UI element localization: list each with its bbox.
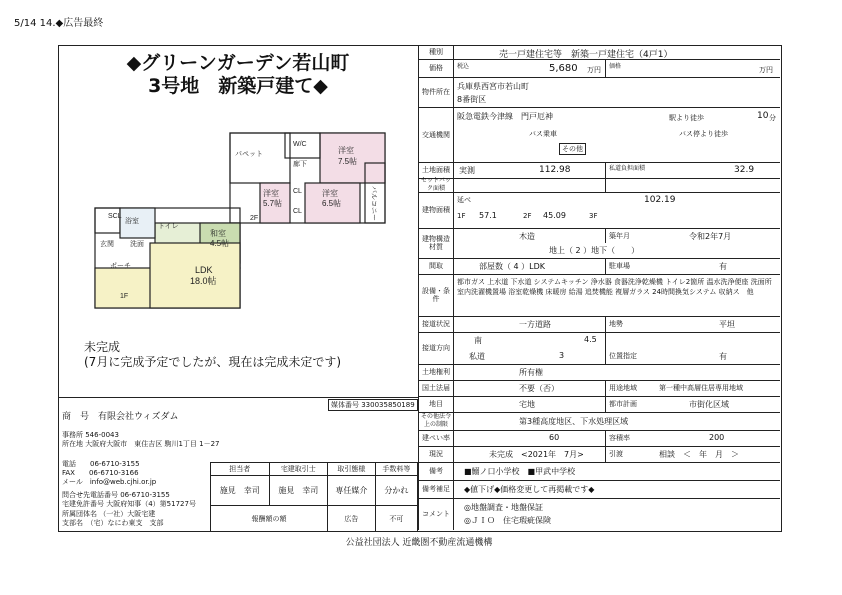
ad-label: 広告 (328, 506, 376, 532)
plan-label: 洋室 (322, 189, 338, 198)
agent-header: 手数料等 (375, 463, 417, 476)
row-label: 土地権利 (419, 364, 454, 380)
spec-row (419, 192, 780, 229)
company-association: 所属団体名 （一社）大阪宅建 (62, 510, 156, 518)
private-road-value: 32.9 (734, 165, 755, 175)
city-plan-label: 都市計画 (609, 400, 637, 408)
spec-row (419, 412, 780, 431)
column-divider (605, 228, 606, 243)
plan-label: ポーチ (110, 263, 131, 270)
row-label: 種別 (419, 45, 454, 59)
usage-value: 第一種中高層住居専用地域 (659, 384, 743, 392)
floor1-area: 57.1 (479, 211, 497, 220)
location2-value: 8番街区 (457, 95, 487, 104)
price2-label: 価格 (609, 63, 622, 70)
row-label: 土地面積 (419, 162, 454, 178)
row-label: 交通機関 (419, 107, 454, 162)
plan-label: 5.7帖 (263, 199, 283, 208)
company-name-label: 商 号 (62, 412, 90, 422)
other-limit-value: 第3種高度地区、下水処理区域 (519, 417, 629, 426)
bus-stop-label: バス停より徒歩 (679, 130, 728, 138)
plan-label: 18.0帖 (190, 276, 217, 286)
floor-label: 1F (457, 212, 466, 220)
spec-row (419, 380, 780, 397)
bldg-total-value: 102.19 (644, 195, 676, 205)
plan-label: 1F (120, 293, 129, 300)
agent-value: 施見 幸司 (211, 476, 270, 506)
spec-row (419, 332, 780, 365)
company-name: 有限会社ウィズダム (98, 412, 179, 422)
row-label: 建ぺい率 (419, 430, 454, 446)
plan-label: 洗面 (130, 241, 144, 248)
road-private: 私道 (469, 352, 485, 361)
layout-value: 部屋数（ 4 ）LDK (479, 262, 546, 271)
plan-label: 7.5帖 (338, 157, 358, 166)
company-address: 所在地 大阪府大阪市 東住吉区 駒川1丁目 1－27 (62, 440, 220, 448)
bus-label: バス乗車 (529, 130, 557, 138)
agent-header: 取引態様 (328, 463, 376, 476)
row-label: 現況 (419, 446, 454, 462)
spec-row (419, 462, 780, 481)
row-label: 価格 (419, 59, 454, 77)
company-postal: 事務所 546-0043 (62, 431, 119, 439)
spec-row (419, 498, 780, 530)
agent-header: 担当者 (211, 463, 270, 476)
plan-label: 和室 (210, 229, 226, 238)
plan-label: 2F (250, 215, 259, 222)
row-label: コメント (419, 498, 454, 530)
column-divider (605, 446, 606, 462)
company-branch: 支部名 （宅）なにわ東支 支部 (62, 519, 164, 527)
usage-label: 用途地域 (609, 384, 637, 392)
property-title (58, 52, 418, 98)
row-label: 接道方向 (419, 332, 454, 364)
column-divider (605, 316, 606, 332)
city-plan-value: 市街化区域 (689, 400, 729, 409)
spec-row (419, 258, 780, 275)
stories-value: 地上（ 2 ）地下（ ） (549, 246, 640, 255)
land-area: 112.98 (539, 165, 571, 175)
spec-row (419, 430, 780, 447)
plan-label: バルコニー (370, 186, 377, 221)
comment-line-2: ◎ＪＩＯ 住宅瑕疵保険 (464, 516, 551, 525)
parking-label: 駐車場 (609, 262, 630, 270)
column-divider (605, 430, 606, 446)
agent-table (210, 462, 418, 532)
terrain-label: 地勢 (609, 320, 623, 328)
row-label: 設備・条件 (419, 274, 454, 316)
plan-label: 6.5帖 (322, 199, 342, 208)
title-line-2: 3号地 新築戸建て◆ (148, 75, 328, 97)
row-label: 建物面積 (419, 192, 454, 228)
handover-value: 相談 ＜ 年 月 ＞ (659, 450, 739, 459)
traffic-value: 阪急電鉄今津線 門戸厄神 (457, 112, 553, 121)
parking-value: 有 (719, 262, 727, 271)
agent-value: 専任媒介 (328, 476, 376, 506)
company-tel: 電話 06-6710-3155 (62, 460, 140, 468)
terrain-value: 平坦 (719, 320, 735, 329)
agent-header: 宅建取引士 (269, 463, 328, 476)
company-fax: FAX 06-6710-3166 (62, 469, 139, 477)
column-divider (605, 396, 606, 412)
spec-row (419, 178, 780, 193)
plan-label: 洋室 (338, 146, 354, 155)
plan-label: CL (293, 208, 302, 215)
plan-label: CL (293, 188, 302, 195)
spec-row (419, 228, 780, 259)
land-kind: 実測 (459, 166, 475, 175)
plan-label: トイレ (158, 223, 179, 230)
floor-label: 2F (523, 212, 532, 220)
notice-line-1: 未完成 (84, 340, 121, 354)
row-label: 間取 (419, 258, 454, 274)
plan-label: SCL (108, 213, 122, 220)
road-status: 一方道路 (519, 320, 551, 329)
land-right-value: 所有権 (519, 368, 543, 377)
spec-row (419, 59, 780, 78)
price-unit: 万円 (587, 66, 601, 74)
row-label: 備考 (419, 462, 454, 480)
built-value: 令和2年7月 (689, 232, 732, 241)
built-label: 築年月 (609, 232, 630, 240)
spec-row (419, 77, 780, 108)
plan-label: 浴室 (125, 218, 139, 225)
bldg-total-label: 延べ (457, 196, 471, 204)
column-divider (605, 178, 606, 192)
plan-label: 4.5帖 (210, 239, 230, 248)
remarks-value: ■鰯ノ口小学校 ■甲武中学校 (464, 467, 576, 476)
title-line-1: ◆グリーンガーデン若山町 (126, 52, 350, 74)
agent-value: 施見 幸司 (269, 476, 328, 506)
company-mail: メール info@web.cjhi.or.jp (62, 478, 157, 486)
column-divider (605, 258, 606, 274)
trade-number: 媒体番号 330035850189 (328, 399, 418, 411)
national-land-value: 不要（否） (519, 384, 559, 393)
floor-label: 3F (589, 212, 598, 220)
ad-value: 不可 (375, 506, 417, 532)
row-label: 備考補足 (419, 480, 454, 498)
row-label: 接道状況 (419, 316, 454, 332)
category-value: 宅地 (519, 400, 535, 409)
walk-value: 10 (757, 111, 769, 121)
plan-label: 玄関 (100, 241, 114, 248)
spec-table (419, 45, 780, 530)
column-divider (605, 380, 606, 396)
status-value: 未完成 <2021年 7月> (489, 450, 584, 459)
spec-row (419, 364, 780, 381)
spec-row (419, 45, 780, 60)
handover-label: 引渡 (609, 450, 623, 458)
notice-line-2: (7月に完成予定でしたが、現在は完成未定です) (84, 355, 341, 369)
row-label: セットバック面積 (419, 178, 454, 192)
comment-line-1: ◎地盤調査・地盤保証 (464, 503, 543, 512)
spec-row (419, 162, 780, 179)
road-direction: 南 (474, 336, 482, 345)
print-header: 5/14 14.◆広告最終 (14, 18, 104, 29)
row-label: その他法令上の制限 (419, 412, 454, 430)
plan-label: 廊下 (293, 161, 307, 168)
road-pos-label: 位置指定 (609, 352, 637, 360)
far-value: 200 (709, 433, 725, 442)
bcr-value: 60 (549, 433, 560, 442)
completion-notice (84, 340, 341, 370)
column-divider (605, 332, 606, 364)
spec-row (419, 446, 780, 463)
kind-value: 売一戸建住宅等 新築一戸建住宅（4戸1） (499, 50, 673, 60)
row-label: 地目 (419, 396, 454, 412)
floor-plan (90, 128, 390, 313)
approve-label: 報酬額の額 (211, 506, 328, 532)
floor2-area: 45.09 (543, 211, 566, 220)
plan-label: 洋室 (263, 189, 279, 198)
other-label: その他 (559, 143, 586, 155)
spec-row (419, 396, 780, 413)
row-label: 物件所在 (419, 77, 454, 107)
spec-row (419, 316, 780, 333)
column-divider (605, 162, 606, 178)
footer-org: 公益社団法人 近畿圏不動産流通機構 (345, 538, 493, 548)
location-value: 兵庫県西宮市若山町 (457, 82, 529, 91)
equipment-value: 都市ガス 上水道 下水道 システムキッチン 浄水器 食器洗浄乾燥機 トイレ2箇所 温水洗浄便座 洗面所 室内洗濯機置場 浴室乾燥機 床暖房 給湯 追焚機能 複層ガラス 24時間換気システム 収納ス 他 (457, 278, 772, 296)
spec-row (419, 480, 780, 499)
structure-value: 木造 (519, 232, 535, 241)
road-width: 4.5 (584, 335, 597, 344)
row-label: 建物構造材質 (419, 228, 454, 258)
road-pos-value: 有 (719, 352, 727, 361)
plan-label: LDK (195, 265, 213, 275)
walk-unit: 分 (769, 114, 776, 122)
walk-label: 駅より徒歩 (669, 114, 704, 122)
company-inquiry: 問合せ先電話番号 06-6710-3155 (62, 491, 170, 499)
row-label: 国土法届 (419, 380, 454, 396)
agent-value: 分かれ (375, 476, 417, 506)
notes-value: ◆値下げ◆価格変更して再掲載です◆ (464, 485, 595, 494)
tax-label: 税込 (457, 63, 470, 70)
spec-row (419, 107, 780, 163)
road-frontage: 3 (559, 351, 565, 360)
spec-row (419, 274, 780, 317)
plan-label: パペット (235, 151, 263, 158)
price-value: 5,680 (549, 63, 578, 74)
column-divider (605, 59, 606, 77)
company-license: 宅建免許番号 大阪府知事（4）第51727号 (62, 500, 196, 508)
plan-label: W/C (293, 141, 307, 148)
far-label: 容積率 (609, 434, 630, 442)
price2-unit: 万円 (759, 66, 773, 74)
private-road-label: 私道負担面積 (609, 165, 646, 172)
